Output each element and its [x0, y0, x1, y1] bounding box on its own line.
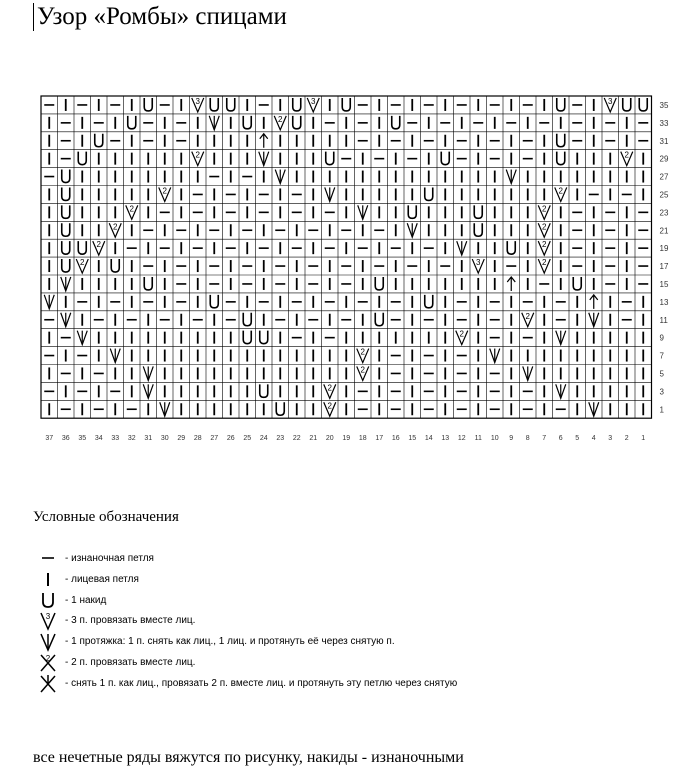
yarn-over-mark [210, 98, 218, 111]
column-label: 16 [391, 435, 400, 443]
yarn-over-mark [276, 402, 284, 415]
row-label: 9 [659, 333, 664, 343]
row-label: 15 [659, 279, 669, 289]
skpo-icon [36, 631, 60, 652]
skpo-mark [77, 331, 87, 345]
row-label: 29 [659, 154, 669, 164]
page-title: Узор «Ромбы» спицами [33, 3, 287, 31]
svg-text:2: 2 [195, 150, 200, 160]
skpo-mark [556, 384, 566, 398]
svg-text:2: 2 [129, 204, 134, 214]
column-label: 20 [325, 435, 334, 443]
svg-text:3: 3 [311, 96, 316, 106]
column-label: 27 [210, 435, 219, 443]
yarn-over-mark [62, 205, 70, 218]
legend-item-k3tog: 3 - 3 п. провязать вместе лиц. [36, 610, 596, 631]
yarn-over-icon [36, 590, 60, 611]
svg-text:2: 2 [542, 204, 547, 214]
yarn-over-mark [62, 259, 70, 272]
yarn-over-mark [557, 98, 565, 111]
yarn-over-mark [227, 98, 235, 111]
column-label: 35 [78, 435, 87, 443]
yarn-over-mark [623, 98, 631, 111]
row-label: 5 [659, 369, 664, 379]
yarn-over-mark [474, 223, 482, 236]
row-label: 35 [659, 100, 669, 110]
row-label: 7 [659, 351, 664, 361]
yarn-over-mark [62, 223, 70, 236]
yarn-over-mark [243, 313, 251, 326]
column-label: 13 [441, 435, 450, 443]
yarn-over-mark [243, 116, 251, 129]
yarn-over-mark [557, 134, 565, 147]
skpo-mark [110, 349, 120, 363]
column-label: 23 [276, 435, 285, 443]
row-label: 1 [659, 405, 664, 415]
k2tog-mark [555, 186, 567, 201]
column-label: 15 [408, 435, 417, 443]
yarn-over-mark [441, 152, 449, 165]
svg-text:3: 3 [45, 612, 51, 622]
yarn-over-mark [62, 241, 70, 254]
yarn-over-mark [342, 98, 350, 111]
yarn-over-mark [375, 277, 383, 290]
legend-item-knit: - лицевая петля [36, 569, 596, 590]
yarn-over-mark [144, 277, 152, 290]
k2tog-mark [621, 151, 633, 166]
yarn-over-mark [425, 295, 433, 308]
yarn-over-mark [326, 152, 334, 165]
yarn-over-mark [260, 331, 268, 344]
k3tog-mark [192, 97, 204, 112]
yarn-over-mark [243, 331, 251, 344]
yarn-over-mark [293, 116, 301, 129]
yarn-over-mark [639, 98, 647, 111]
svg-text:2: 2 [113, 222, 118, 232]
skpo-mark [275, 170, 285, 184]
row-label: 33 [659, 118, 669, 128]
arrow-up-mark [507, 277, 515, 291]
row-label: 11 [659, 315, 668, 325]
yarn-over-mark [78, 241, 86, 254]
column-label: 26 [226, 435, 235, 443]
skpo-mark [358, 205, 368, 219]
k2tog-mark [192, 151, 204, 166]
k2tog-mark [538, 204, 550, 219]
yarn-over-mark [293, 98, 301, 111]
k2tog-mark [538, 222, 550, 237]
skpo-mark [523, 366, 533, 380]
k2tog-mark [324, 401, 336, 416]
k3tog-icon [36, 610, 60, 631]
k2tog-mark [93, 240, 105, 255]
svg-text:2: 2 [542, 240, 547, 250]
column-label: 29 [177, 435, 186, 443]
k3tog-mark [307, 97, 319, 112]
column-label: 30 [160, 435, 169, 443]
column-label: 18 [358, 435, 367, 443]
svg-text:2: 2 [525, 311, 530, 321]
yarn-over-mark [425, 187, 433, 200]
column-label: 7 [542, 435, 547, 443]
skpo-mark [61, 277, 71, 291]
svg-text:2: 2 [96, 240, 101, 250]
svg-text:2: 2 [542, 222, 547, 232]
column-label: 12 [457, 435, 466, 443]
skpo-mark [407, 223, 417, 237]
yarn-over-mark [95, 134, 103, 147]
arrow-up-mark [590, 295, 598, 309]
yarn-over-mark [62, 187, 70, 200]
svg-text:2: 2 [45, 653, 51, 663]
yarn-over-mark [375, 313, 383, 326]
k2tog-mark [357, 348, 369, 363]
row-label: 23 [659, 208, 669, 218]
svg-text:2: 2 [162, 186, 167, 196]
k2tog-mark [522, 312, 534, 327]
skpo-mark [556, 331, 566, 345]
yarn-over-mark [573, 277, 581, 290]
yarn-over-mark [144, 98, 152, 111]
svg-text:2: 2 [327, 401, 332, 411]
column-label: 28 [193, 435, 202, 443]
skpo-mark [143, 366, 153, 380]
column-label: 19 [342, 435, 351, 443]
svg-text:2: 2 [360, 365, 365, 375]
svg-text:2: 2 [459, 329, 464, 339]
column-label: 36 [61, 435, 70, 443]
column-label: 17 [375, 435, 384, 443]
k2tog-mark [538, 258, 550, 273]
column-label: 31 [144, 435, 153, 443]
row-label: 25 [659, 190, 669, 200]
k2tog-mark [126, 204, 138, 219]
skpo-mark [209, 116, 219, 130]
svg-text:2: 2 [360, 347, 365, 357]
yarn-over-mark [260, 384, 268, 397]
column-label: 32 [127, 435, 136, 443]
skpo-mark [457, 241, 467, 255]
legend-title: Условные обозначения [33, 509, 179, 525]
row-label: 21 [659, 226, 669, 236]
k2tog-mark [357, 365, 369, 380]
legend-item-skpo: - 1 протяжка: 1 п. снять как лиц., 1 лиц. и протянуть её через снятую п. [36, 631, 596, 652]
arrow-up-mark [260, 134, 268, 148]
column-label: 6 [558, 435, 563, 443]
svg-text:2: 2 [327, 383, 332, 393]
k2tog-mark [76, 258, 88, 273]
legend-item-purl: - изнаночная петля [36, 548, 596, 569]
yarn-over-mark [392, 116, 400, 129]
svg-text:2: 2 [278, 114, 283, 124]
purl-icon [36, 548, 60, 569]
skpo-mark [589, 313, 599, 327]
k2tog-icon [36, 652, 60, 673]
k3tog-mark [604, 97, 616, 112]
svg-text:3: 3 [608, 96, 613, 106]
column-label: 9 [509, 435, 514, 443]
skpo-mark [506, 170, 516, 184]
column-label: 11 [474, 435, 482, 443]
column-label: 14 [424, 435, 433, 443]
footer-note: все нечетные ряды вяжутся по рисунку, накиды - изнаночными [33, 749, 464, 766]
k2tog-mark [159, 186, 171, 201]
column-label: 1 [641, 435, 646, 443]
legend [36, 548, 596, 694]
svg-text:2: 2 [542, 258, 547, 268]
knit-icon [36, 569, 60, 590]
svg-text:2: 2 [558, 186, 563, 196]
svg-text:3: 3 [195, 96, 200, 106]
row-label: 13 [659, 297, 669, 307]
skpo-mark [490, 349, 500, 363]
yarn-over-mark [210, 295, 218, 308]
skpo-mark [259, 152, 269, 166]
skpo-mark [325, 187, 335, 201]
k2tog-mark [274, 115, 286, 130]
k2tog-mark [538, 240, 550, 255]
column-label: 24 [259, 435, 268, 443]
k2tog-mark [109, 222, 121, 237]
k3tog-mark [472, 258, 484, 273]
svg-text:2: 2 [624, 150, 629, 160]
yarn-over-mark [507, 241, 515, 254]
skpo-mark [143, 384, 153, 398]
k2tog-mark [324, 383, 336, 398]
yarn-over-mark [78, 152, 86, 165]
yarn-over-mark [408, 205, 416, 218]
k2tog-mark [456, 330, 468, 345]
skpo-mark [160, 402, 170, 416]
sk2po-icon [36, 673, 60, 694]
row-label: 19 [659, 244, 669, 254]
yarn-over-mark [62, 170, 70, 183]
column-label: 2 [624, 435, 629, 443]
legend-item-k2tog: 2 - 2 п. провязать вместе лиц. [36, 652, 596, 673]
svg-text:3: 3 [476, 258, 481, 268]
yarn-over-mark [474, 205, 482, 218]
row-label: 27 [659, 172, 669, 182]
column-label: 33 [111, 435, 120, 443]
column-label: 22 [292, 435, 301, 443]
row-label: 17 [659, 262, 669, 272]
row-label: 3 [659, 387, 664, 397]
column-label: 5 [575, 435, 580, 443]
column-label: 10 [490, 435, 499, 443]
column-label: 4 [591, 435, 596, 443]
yarn-over-mark [128, 116, 136, 129]
yarn-over-mark [557, 152, 565, 165]
column-label: 34 [94, 435, 103, 443]
skpo-mark [589, 402, 599, 416]
column-label: 3 [608, 435, 613, 443]
row-label: 31 [659, 136, 669, 146]
legend-item-sk2po: - снять 1 п. как лиц., провязать 2 п. вместе лиц. и протянуть эту петлю через снятую [36, 673, 596, 694]
skpo-mark [44, 295, 54, 309]
column-label: 21 [309, 435, 318, 443]
column-label: 25 [243, 435, 252, 443]
svg-text:2: 2 [80, 258, 85, 268]
column-label: 37 [45, 435, 54, 443]
legend-item-yarn-over: - 1 накид [36, 590, 596, 611]
skpo-mark [61, 313, 71, 327]
column-label: 8 [525, 435, 530, 443]
yarn-over-mark [111, 259, 119, 272]
